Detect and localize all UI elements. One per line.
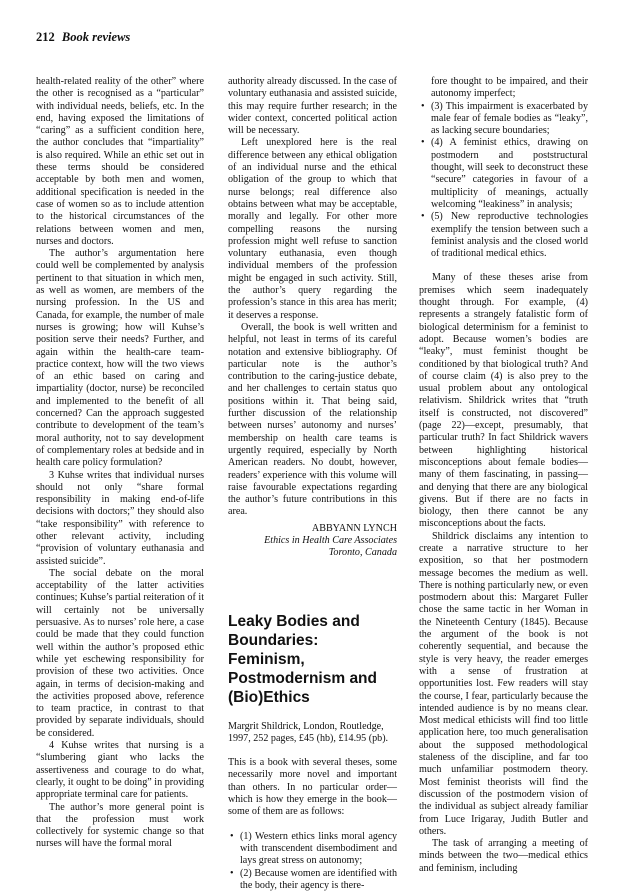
- reviewer-organization: Ethics in Health Care Associates: [264, 534, 397, 546]
- paragraph: Many of these theses arise from premises which seem inadequately thought through. For example, (4) represents a strangely fatalistic form of biological determinism for a feminist to adopt. Because women’s bodies are “leaky”, must feminist thought be conditioned by that biological truth? And of course claim (4) is also prey to the usual problem about any ontological relativism. Shildrick writes that “truth itself is constructed, not discovered” (page 22)—except, presumably, that particular truth? In fact Shildrick wavers between highlighting historical misconceptions about female bodies—many of them fascinating, in passing—and denying that there are any biological givens. But if there are no facts in biology, then there cannot be any misconceptions about the facts.: [419, 272, 588, 530]
- paragraph: health-related reality of the other” where the other is recognised as a “particular” with individual needs, beliefs, etc. In the end, having exposed the limitations of “caring” as a sufficient condition here, the author concludes that “impartiality” is also required. While an ethic set out in these terms should be considered acceptable by both men and women, additional specification is needed in the case of women so as to include attention to the historical circumstances of the relations between women and men, nurses and doctors.: [36, 76, 204, 247]
- paragraph: Left unexplored here is the real difference between any ethical obligation of an individual nurse and the ethical obligation of the group to which that nurse belongs; real difference also obtains between what may be acceptable, morally and legally. For other more compelling reasons the nursing profession might well refuse to sanction voluntary euthanasia, even though individual members of the profession might be engaged in such activity. Still, the author’s query regarding the profession’s stance in this area has merit; it deserves a response.: [228, 137, 397, 321]
- paragraph: The social debate on the moral acceptability of the latter activities continues; Kuhse’s partial reiteration of it will certainly not be universally persuasive. As to nurses’ role here, a case could be made that they could function well within the author’s proposed ethic while yet eschewing responsibility for provision of these two activities. Once again, in terms of decision-making and the activities proposed above, reference to team practice, in contrast to that provided by separate individuals, should be considered.: [36, 567, 204, 739]
- theses-list-continued: [419, 76, 588, 260]
- list-item: • (4) A feminist ethics, drawing on postmodern and poststructural thought, will seek to deconstruct these “secure” categories in favour of a multiplicity of meanings, actually welcoming “leakiness” in analysis;: [431, 137, 588, 211]
- column-3: [419, 76, 588, 875]
- paragraph: This is a book with several theses, some necessarily more novel and important than others. In no particular order—which is how they emerge in the book—some of them are as follows:: [228, 757, 397, 818]
- list-item: • (3) This impairment is exacerbated by male fear of female bodies as “leaky”, as lacking secure boundaries;: [431, 101, 588, 138]
- page-number: 212: [36, 30, 55, 44]
- review-title: Leaky Bodies and Boundaries: Feminism, Postmodernism and (Bio)Ethics: [228, 612, 377, 706]
- list-item: • (2) Because women are identified with the body, their agency is there-: [240, 868, 397, 892]
- theses-list: [228, 831, 397, 892]
- column-1: [36, 76, 204, 851]
- paragraph: Overall, the book is well written and helpful, not least in terms of its careful notation and extensive bibliography. Of particular note is the author’s contribution to the caring-justice debate, and her challenges to certain status quo positions within it. That being said, further discussion of the relationship between nurses’ autonomy and nurses’ membership on health care teams is urgently required, especially by North American readers. No doubt, however, readers’ experience with this volume will raise favourable expectations regarding the author’s future contributions in this area.: [228, 321, 397, 518]
- list-item-continued: fore thought to be impaired, and their autonomy imperfect;: [431, 76, 588, 100]
- paragraph: 4 Kuhse writes that nursing is a “slumbering giant who lacks the assertiveness and courage to do what, clearly, it ought to be doing” in providing appropriate terminal care for patients.: [36, 740, 204, 801]
- running-title: Book reviews: [61, 30, 131, 44]
- list-item: • (1) Western ethics links moral agency with transcendent disembodiment and lays great stress on autonomy;: [240, 831, 397, 868]
- reviewer-place: Toronto, Canada: [328, 547, 397, 559]
- paragraph: Shildrick disclaims any intention to create a narrative structure to her exposition, so that her postmodern message becomes the medium as well. There is nothing particularly new, or even postmodern about this: Margaret Fuller chose the same tactic in her Woman in the Nineteenth Century (1845). Because the argument of the book is not coherently sequential, and because the style is very heavy, the reader emerges with a sense of frustration at opportunities lost. Few readers will stay the course, I fear, particularly because the intended audience is by no means clear. Most medical ethicists will find too little application here, too much generalisation about the supposed methodological staleness of the discipline, and far too much unfamiliar postmodern theory. Most feminist theorists will find the discussion of the postmodern vision of the individual as subject already familiar from Luce Irigaray, Judith Butler and others.: [419, 530, 588, 837]
- page-header: [36, 30, 130, 45]
- paragraph: The task of arranging a meeting of minds between the two—medical ethics and feminism, including: [419, 838, 588, 874]
- list-item: • (5) New reproductive technologies exemplify the tension between such a feminist analysis and the closed world of traditional medical ethics.: [431, 211, 588, 260]
- paragraph: 3 Kuhse writes that individual nurses should not only “share formal responsibility in making end-of-life decisions with doctors;” they should also “take responsibility” with reference to other relevant activity, including “provision of voluntary euthanasia and assisted suicide”.: [36, 469, 204, 567]
- column-2: [228, 76, 397, 892]
- paragraph: The author’s argumentation here could well be complemented by analysis pertinent to that situation in which men, as well as women, are members of the nursing profession. In the US and Canada, for example, the number of male nurses is growing; how will Kuhse’s position serve their needs? Further, and again within the health-care team-practice context, how will the two views of an ethic based on caring and impartiality (doctor, nurse) be reconciled and implemented to the benefit of all concerned? Can the approach suggested contribute to development of the team’s moral authority, not to say development of complementary roles at bedside and in health care policy formulation?: [36, 248, 204, 469]
- reviewer-name: ABBYANN LYNCH: [311, 522, 397, 534]
- paragraph: authority already discussed. In the case of voluntary euthanasia and assisted suicide, this may require further research; in the wider context, concerted political action will be necessary.: [228, 76, 398, 137]
- paragraph: The author’s more general point is that the profession must work collectively for systemic change so that nurses will have the formal moral: [36, 801, 204, 850]
- reviewer-signature: [228, 523, 397, 560]
- book-bibliographic-info: Margrit Shildrick, London, Routledge, 1997, 252 pages, £45 (hb), £14.95 (pb).: [228, 720, 389, 744]
